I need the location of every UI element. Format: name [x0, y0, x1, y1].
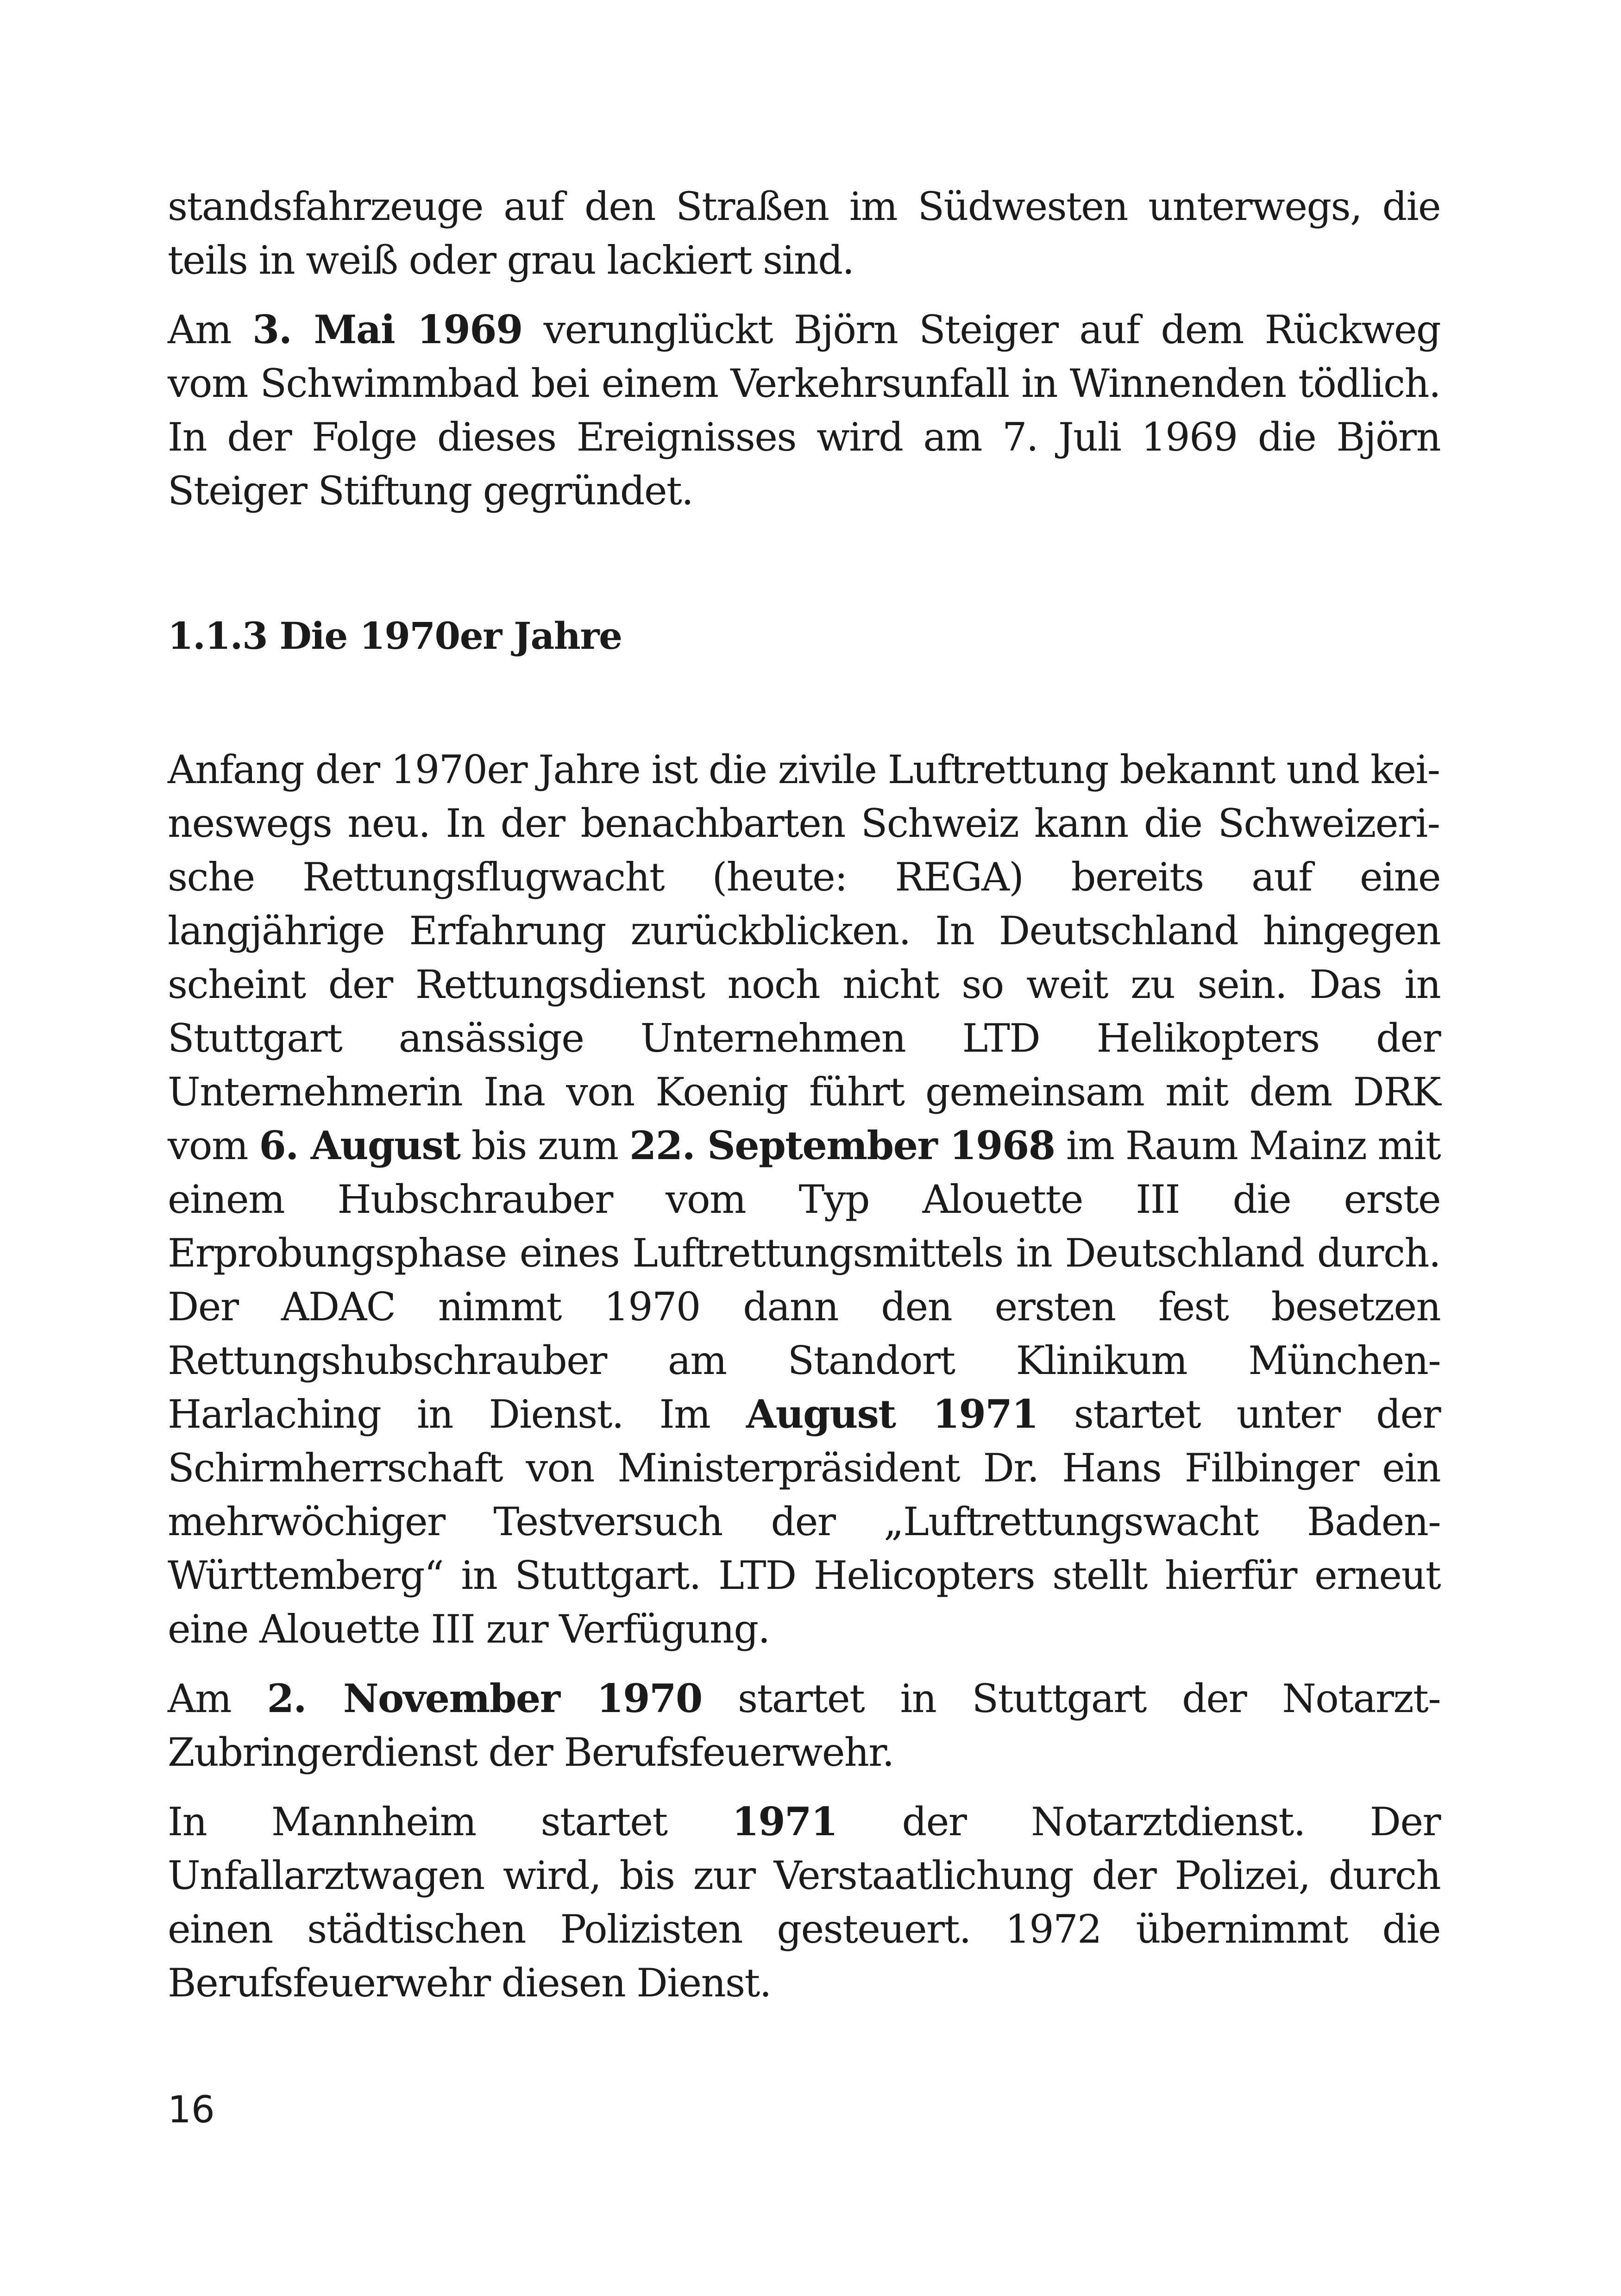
- body-text-block: [168, 743, 1440, 2010]
- text-run: In Mannheim startet: [168, 1799, 732, 1844]
- paragraph: [168, 1672, 1440, 1779]
- page-number: 16: [168, 2088, 215, 2131]
- text-run: startet unter der Schirmherrschaft von Ministerpräsident Dr. Hans Filbinger ein mehrwöchiger Testversuch der „Luftrettungswacht Baden-Württemberg“ in Stuttgart. LTD Helicopters stellt hierfür erneut eine Alouette III zur Verfügung.: [168, 1392, 1440, 1652]
- paragraph: [168, 743, 1440, 1656]
- text-run: der Notarztdienst. Der Unfallarztwagen wird, bis zur Verstaatlichung der Polizei, durch einen städtischen Polizisten gesteuert. 1972 übernimmt die Berufsfeuerwehr diesen Dienst.: [168, 1799, 1440, 2006]
- text-run: startet in Stuttgart der Notarzt-Zubringerdienst der Berufsfeuerwehr.: [168, 1676, 1440, 1775]
- bold-date: 3. Mai 1969: [252, 307, 522, 352]
- text-run: im Raum Mainz mit einem Hubschrauber vom Typ Alouette III die erste Erprobungsphase eines Luftrettungsmittels in Deutschland durch. Der ADAC nimmt 1970 dann den ersten fest besetzen Rettungshubschrauber am Standort Klinikum München-Harlaching in Dienst. Im: [168, 1123, 1441, 1437]
- text-run: bis zum: [460, 1123, 629, 1168]
- text-run: verunglückt Björn Steiger auf dem Rückweg vom Schwimmbad bei einem Verkehrsunfall in Winnenden tödlich. In der Folge dieses Ereignisses wird am 7. Juli 1969 die Björn Steiger Stiftung gegründet.: [168, 307, 1440, 514]
- bold-date: 2. November 1970: [267, 1675, 702, 1721]
- bold-date: 22. September 1968: [629, 1123, 1055, 1168]
- bold-date: August 1971: [746, 1391, 1038, 1437]
- section-heading: 1.1.3 Die 1970er Jahre: [168, 614, 622, 658]
- paragraph: [168, 303, 1440, 518]
- text-run: Anfang der 1970er Jahre ist die zivile Luftrettung bekannt und keineswegs neu. In der benachbarten Schweiz kann die Schweizerische Rettungsflugwacht (heute: REGA) bereits auf eine langjährige Erfahrung zurückblicken. In Deutschland hingegen scheint der Rettungsdienst noch nicht so weit zu sein. Das in Stuttgart ansässige Unternehmen LTD Helikopters der Unternehmerin Ina von Koenig führt gemeinsam mit dem DRK vom: [168, 747, 1440, 1168]
- top-text-block: [168, 180, 1440, 518]
- bold-date: 1971: [732, 1799, 837, 1844]
- paragraph: [168, 180, 1440, 287]
- bold-date: 6. August: [259, 1123, 460, 1168]
- paragraph: [168, 1795, 1440, 2010]
- text-run: Am: [168, 1676, 267, 1721]
- text-run: Am: [168, 307, 252, 352]
- text-run: standsfahrzeuge auf den Straßen im Südwesten unterwegs, die teils in weiß oder grau lackiert sind.: [168, 184, 1440, 283]
